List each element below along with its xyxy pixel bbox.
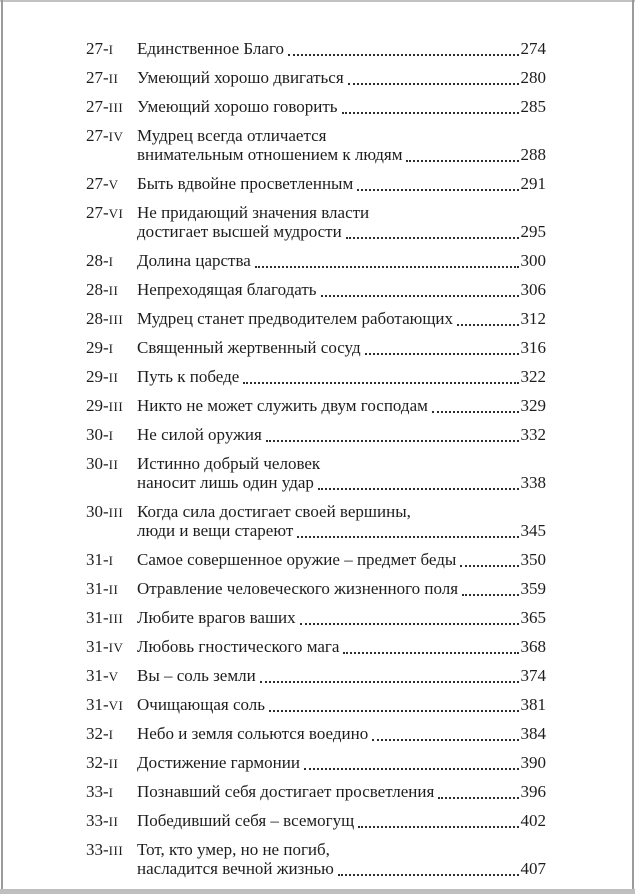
- toc-entry-title: Умеющий хорошо двигаться: [137, 68, 344, 87]
- toc-entry: [86, 280, 546, 301]
- chapter-number: 27-: [86, 203, 109, 222]
- dot-leader: [338, 859, 519, 876]
- toc-entry-number: [86, 840, 137, 860]
- toc-entry-title: насладится вечной жизнью: [137, 859, 334, 878]
- toc-entry-number: [86, 280, 137, 300]
- roman-numeral: II: [108, 71, 119, 86]
- toc-entry-last-line: [137, 309, 546, 330]
- toc-entry-title: Единственное Благо: [137, 39, 284, 58]
- toc-entry-content: [137, 174, 546, 195]
- roman-numeral: II: [108, 756, 119, 771]
- toc-entry-last-line: [137, 608, 546, 629]
- dot-leader: [318, 473, 519, 490]
- toc-entry-last-line: [137, 222, 546, 243]
- toc-entry-content: [137, 579, 546, 600]
- toc-entry: [86, 840, 546, 880]
- toc-entry-number: [86, 811, 137, 831]
- roman-numeral: III: [108, 843, 124, 858]
- chapter-number: 28-: [86, 309, 109, 328]
- roman-numeral: II: [108, 582, 119, 597]
- toc-entry-last-line: [137, 666, 546, 687]
- toc-entry: [86, 637, 546, 658]
- toc-entry-title: люди и вещи стареют: [137, 521, 294, 540]
- toc-entry-number: [86, 502, 137, 522]
- roman-numeral: I: [108, 785, 114, 800]
- toc-entry-content: [137, 666, 546, 687]
- page-number: 402: [520, 811, 546, 830]
- toc-entry-title: внимательным отношением к людям: [137, 145, 403, 164]
- page-number: 316: [520, 338, 546, 357]
- chapter-number: 31-: [86, 695, 109, 714]
- toc-entry-title-line: Тот, кто умер, но не погиб,: [137, 840, 330, 859]
- toc-entry-number: [86, 68, 137, 88]
- page-number: 288: [520, 145, 546, 164]
- chapter-number: 30-: [86, 425, 109, 444]
- roman-numeral: I: [108, 42, 114, 57]
- toc-entry-number: [86, 724, 137, 744]
- toc-entry-last-line: [137, 396, 546, 417]
- toc-entry-title: достигает высшей мудрости: [137, 222, 342, 241]
- chapter-number: 29-: [86, 396, 109, 415]
- toc-entry: [86, 811, 546, 832]
- toc-entry: [86, 251, 546, 272]
- toc-entry: [86, 97, 546, 118]
- page-number: 312: [520, 309, 546, 328]
- chapter-number: 32-: [86, 724, 109, 743]
- toc-entry-content: [137, 753, 546, 774]
- toc-entry-title: Долина царства: [137, 251, 251, 270]
- page-edge-left: [1, 0, 3, 894]
- page-number: 384: [520, 724, 546, 743]
- toc-entry-title: Очищающая соль: [137, 695, 266, 714]
- page-edge-top: [0, 0, 635, 2]
- dot-leader: [365, 338, 519, 355]
- toc-entry-last-line: [137, 579, 546, 600]
- toc-entry-number: [86, 396, 137, 416]
- toc-entry-title-line: Мудрец всегда отличается: [137, 126, 327, 145]
- page-number: 381: [520, 695, 546, 714]
- toc-entry-last-line: [137, 39, 546, 60]
- toc-entry-number: [86, 454, 137, 474]
- page-number: 274: [520, 39, 546, 58]
- toc-entry-content: [137, 502, 546, 542]
- dot-leader: [358, 811, 518, 828]
- toc-entry: [86, 502, 546, 542]
- toc-entry-title: Умеющий хорошо говорить: [137, 97, 338, 116]
- toc-entry-number: [86, 367, 137, 387]
- toc-entry-title: Достижение гармонии: [137, 753, 300, 772]
- page-number: 338: [520, 473, 546, 492]
- toc-entry-last-line: [137, 859, 546, 880]
- toc-entry-number: [86, 338, 137, 358]
- toc-entry-last-line: [137, 425, 546, 446]
- toc-entry-title: Познавший себя достигает просветления: [137, 782, 435, 801]
- toc-entry-last-line: [137, 174, 546, 195]
- page-number: 280: [520, 68, 546, 87]
- toc-entry: [86, 666, 546, 687]
- toc-entry: [86, 396, 546, 417]
- toc-entry-title: Непреходящая благодать: [137, 280, 317, 299]
- page-number: 390: [520, 753, 546, 772]
- toc-entry-title: Любовь гностического мага: [137, 637, 340, 656]
- dot-leader: [266, 425, 519, 442]
- toc-entry-number: [86, 637, 137, 657]
- dot-leader: [462, 579, 518, 596]
- toc-entry-title: Вы – соль земли: [137, 666, 256, 685]
- roman-numeral: I: [108, 341, 114, 356]
- dot-leader: [304, 753, 519, 770]
- toc-entry-content: [137, 280, 546, 301]
- toc-entry-content: [137, 367, 546, 388]
- toc-entry-number: [86, 309, 137, 329]
- toc-entry: [86, 782, 546, 803]
- toc-entry-content: [137, 724, 546, 745]
- toc-entry-number: [86, 203, 137, 223]
- table-of-contents: [86, 39, 546, 888]
- roman-numeral: II: [108, 814, 119, 829]
- toc-entry-number: [86, 753, 137, 773]
- toc-entry-number: [86, 782, 137, 802]
- chapter-number: 33-: [86, 811, 109, 830]
- roman-numeral: I: [108, 553, 114, 568]
- chapter-number: 33-: [86, 782, 109, 801]
- chapter-number: 31-: [86, 666, 109, 685]
- chapter-number: 28-: [86, 251, 109, 270]
- dot-leader: [288, 39, 519, 56]
- toc-entry-last-line: [137, 550, 546, 571]
- toc-entry-title: Путь к победе: [137, 367, 240, 386]
- roman-numeral: III: [108, 611, 124, 626]
- page-number: 306: [520, 280, 546, 299]
- toc-entry-number: [86, 695, 137, 715]
- toc-entry-number: [86, 174, 137, 194]
- dot-leader: [342, 97, 519, 114]
- toc-entry: [86, 338, 546, 359]
- dot-leader: [372, 724, 518, 741]
- toc-entry: [86, 550, 546, 571]
- page-number: 345: [520, 521, 546, 540]
- dot-leader: [346, 222, 519, 239]
- dot-leader: [255, 251, 519, 268]
- page-number: 407: [520, 859, 546, 878]
- dot-leader: [269, 695, 518, 712]
- chapter-number: 27-: [86, 97, 109, 116]
- toc-entry: [86, 126, 546, 166]
- toc-entry: [86, 724, 546, 745]
- toc-entry: [86, 608, 546, 629]
- roman-numeral: III: [108, 312, 124, 327]
- toc-entry: [86, 203, 546, 243]
- dot-leader: [357, 174, 518, 191]
- page-number: 365: [520, 608, 546, 627]
- dot-leader: [460, 550, 518, 567]
- chapter-number: 28-: [86, 280, 109, 299]
- roman-numeral: II: [108, 283, 119, 298]
- page-number: 350: [520, 550, 546, 569]
- dot-leader: [457, 309, 518, 326]
- page-number: 291: [520, 174, 546, 193]
- toc-entry-content: [137, 251, 546, 272]
- roman-numeral: V: [108, 669, 119, 684]
- toc-entry-content: [137, 695, 546, 716]
- toc-entry-title: Самое совершенное оружие – предмет беды: [137, 550, 457, 569]
- chapter-number: 32-: [86, 753, 109, 772]
- toc-entry-last-line: [137, 811, 546, 832]
- toc-entry-title: Отравление человеческого жизненного поля: [137, 579, 459, 598]
- dot-leader: [406, 145, 518, 162]
- toc-entry-content: [137, 637, 546, 658]
- page-number: 396: [520, 782, 546, 801]
- roman-numeral: IV: [108, 129, 124, 144]
- toc-entry-content: [137, 338, 546, 359]
- toc-entry-content: [137, 203, 546, 243]
- toc-entry-title: Не силой оружия: [137, 425, 262, 444]
- toc-entry-last-line: [137, 68, 546, 89]
- toc-entry: [86, 454, 546, 494]
- chapter-number: 30-: [86, 454, 109, 473]
- chapter-number: 31-: [86, 608, 109, 627]
- toc-entry-number: [86, 579, 137, 599]
- toc-entry-last-line: [137, 724, 546, 745]
- page-number: 285: [520, 97, 546, 116]
- roman-numeral: III: [108, 505, 124, 520]
- toc-entry-content: [137, 39, 546, 60]
- toc-entry-number: [86, 251, 137, 271]
- toc-entry: [86, 39, 546, 60]
- toc-entry-last-line: [137, 97, 546, 118]
- toc-entry-last-line: [137, 145, 546, 166]
- chapter-number: 31-: [86, 579, 109, 598]
- page-edge-right: [632, 0, 634, 894]
- page-number: 368: [520, 637, 546, 656]
- roman-numeral: V: [108, 177, 119, 192]
- page-number: 295: [520, 222, 546, 241]
- dot-leader: [432, 396, 519, 413]
- toc-entry-content: [137, 68, 546, 89]
- toc-entry: [86, 753, 546, 774]
- toc-entry-title: Никто не может служить двум господам: [137, 396, 428, 415]
- dot-leader: [297, 521, 518, 538]
- toc-entry-title-line: Когда сила достигает своей вершины,: [137, 502, 411, 521]
- dot-leader: [348, 68, 519, 85]
- toc-entry-content: [137, 454, 546, 494]
- roman-numeral: VI: [108, 698, 124, 713]
- chapter-number: 29-: [86, 367, 109, 386]
- toc-entry-content: [137, 840, 546, 880]
- roman-numeral: III: [108, 399, 124, 414]
- toc-entry-title: Небо и земля сольются воедино: [137, 724, 369, 743]
- roman-numeral: I: [108, 254, 114, 269]
- toc-entry: [86, 579, 546, 600]
- toc-entry-title: наносит лишь один удар: [137, 473, 314, 492]
- roman-numeral: I: [108, 428, 114, 443]
- toc-entry-last-line: [137, 338, 546, 359]
- toc-entry-number: [86, 666, 137, 686]
- toc-entry-content: [137, 550, 546, 571]
- dot-leader: [343, 637, 518, 654]
- toc-entry-number: [86, 39, 137, 59]
- toc-entry-title: Мудрец станет предводителем работающих: [137, 309, 454, 328]
- toc-entry-number: [86, 126, 137, 146]
- chapter-number: 30-: [86, 502, 109, 521]
- roman-numeral: I: [108, 727, 114, 742]
- toc-entry: [86, 309, 546, 330]
- page-number: 300: [520, 251, 546, 270]
- roman-numeral: II: [108, 457, 119, 472]
- toc-entry-last-line: [137, 782, 546, 803]
- toc-entry-number: [86, 608, 137, 628]
- toc-entry-last-line: [137, 280, 546, 301]
- chapter-number: 29-: [86, 338, 109, 357]
- roman-numeral: IV: [108, 640, 124, 655]
- toc-entry-title: Победивший себя – всемогущ: [137, 811, 355, 830]
- toc-entry-content: [137, 425, 546, 446]
- toc-entry: [86, 68, 546, 89]
- chapter-number: 27-: [86, 126, 109, 145]
- page-number: 359: [520, 579, 546, 598]
- toc-entry-number: [86, 425, 137, 445]
- toc-entry: [86, 174, 546, 195]
- toc-entry-number: [86, 97, 137, 117]
- page-number: 332: [520, 425, 546, 444]
- toc-entry: [86, 425, 546, 446]
- toc-entry-last-line: [137, 637, 546, 658]
- roman-numeral: VI: [108, 206, 124, 221]
- toc-entry-title-line: Не придающий значения власти: [137, 203, 370, 222]
- chapter-number: 31-: [86, 637, 109, 656]
- dot-leader: [260, 666, 519, 683]
- chapter-number: 33-: [86, 840, 109, 859]
- toc-entry-content: [137, 811, 546, 832]
- toc-entry-content: [137, 396, 546, 417]
- chapter-number: 27-: [86, 39, 109, 58]
- toc-entry-last-line: [137, 473, 546, 494]
- dot-leader: [300, 608, 519, 625]
- toc-entry-last-line: [137, 695, 546, 716]
- toc-entry-title: Быть вдвойне просветленным: [137, 174, 354, 193]
- toc-entry-title: Священный жертвенный сосуд: [137, 338, 361, 357]
- toc-entry: [86, 367, 546, 388]
- toc-entry-number: [86, 550, 137, 570]
- roman-numeral: III: [108, 100, 124, 115]
- toc-entry-content: [137, 782, 546, 803]
- toc-entry-last-line: [137, 753, 546, 774]
- toc-entry-last-line: [137, 251, 546, 272]
- toc-entry-content: [137, 608, 546, 629]
- toc-entry: [86, 695, 546, 716]
- dot-leader: [438, 782, 518, 799]
- roman-numeral: II: [108, 370, 119, 385]
- toc-entry-title-line: Истинно добрый человек: [137, 454, 321, 473]
- toc-entry-last-line: [137, 367, 546, 388]
- dot-leader: [321, 280, 519, 297]
- page-edge-bottom: [0, 889, 635, 894]
- toc-entry-last-line: [137, 521, 546, 542]
- page-number: 329: [520, 396, 546, 415]
- page-number: 374: [520, 666, 546, 685]
- toc-entry-title: Любите врагов ваших: [137, 608, 296, 627]
- toc-entry-content: [137, 97, 546, 118]
- toc-entry-content: [137, 126, 546, 166]
- chapter-number: 31-: [86, 550, 109, 569]
- toc-entry-content: [137, 309, 546, 330]
- chapter-number: 27-: [86, 174, 109, 193]
- page-number: 322: [520, 367, 546, 386]
- chapter-number: 27-: [86, 68, 109, 87]
- dot-leader: [243, 367, 518, 384]
